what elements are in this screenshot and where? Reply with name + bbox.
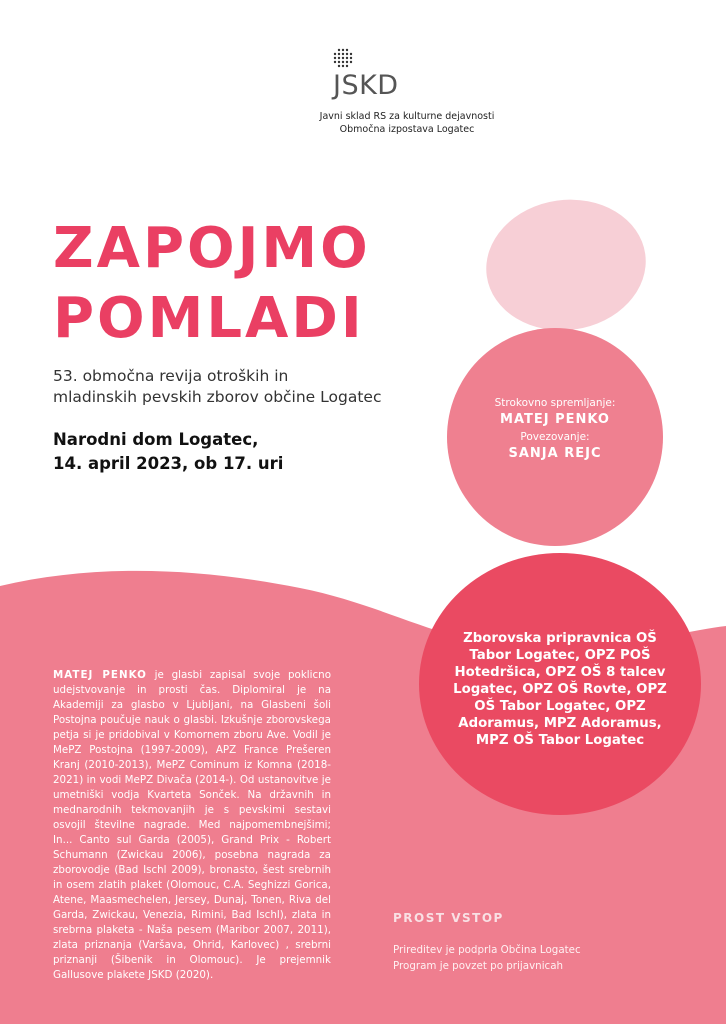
title-line-1: ZAPOJMO [53, 216, 371, 281]
event-subtitle [53, 366, 413, 408]
accompaniment-label: Strokovno spremljanje: [494, 397, 616, 409]
subtitle-line-1: 53. območna revija otroških in [53, 367, 289, 385]
bio-text: je glasbi zapisal svoje poklicno udejstvovanje in prosti čas. Diplomiral je na Akademiji za glasbo v Ljubljani, na Glasbeni šoli Postojna poučuje nauk o glasbi. Izkušnje zborovskega petja si je pridobival v Komornem zboru Ave. Vodil je MePZ Postojna (1997-2009), APZ France Prešeren Kranj (2010-2013), MePZ Cominum iz Komna (2018-2021) in vodi MePZ Divača (2014-). Od ustanovitve je umetniški vodja Kvarteta Sonček. Na državnih in mednarodnih tekmovanjih je s pevskimi sestavi osvojil številne nagrade. Med najpomembnejšimi; In... Canto sul Garda (2005), Grand Prix - Robert Schumann (Zwickau 2006), posebna nagrada za zborovodje (Bad Ischl 2009), bronasto, šest srebrnih in osem zlatih plaket (Olomouc, C.A. Seghizzi Gorica, Atene, Maasmechelen, Jersey, Dunaj, Tonen, Riva del Garda, Zwickau, Venezia, Rimini, Bad Ischl), zlata in srebrna plaketa - Naša pesem (Maribor 2007, 2011), zlata priznanja (Varšava, Ohrid, Karlovec) , srebrni priznanji (Šibenik in Olomouc). Je prejemnik Gallusove plakete JSKD (2020). [53, 669, 331, 981]
subtitle-line-2: mladinskih pevskih zborov občine Logatec [53, 388, 382, 406]
choirs-list: Zborovska pripravnica OŠ Tabor Logatec, OPZ POŠ Hotedršica, OPZ OŠ 8 talcev Logatec, OPZ OŠ Rovte, OPZ OŠ Tabor Logatec, OPZ Adoramus, MPZ Adoramus, MPZ OŠ Tabor Logatec [453, 631, 667, 748]
bio-paragraph [53, 668, 331, 983]
jskd-logo-icon [331, 47, 355, 71]
event-venue [53, 428, 283, 476]
free-entry: PROST VSTOP [393, 911, 504, 925]
event-title [53, 214, 371, 354]
program-note: Program je povzet po prijavnicah [393, 960, 564, 972]
bio-name: MATEJ PENKO [53, 669, 147, 681]
logo-text: JSKD [333, 70, 399, 101]
accompaniment-name: MATEJ PENKO [500, 412, 610, 427]
title-line-2: POMLADI [53, 286, 365, 351]
host-label: Povezovanje: [520, 431, 590, 443]
org-line-2: Območna izpostava Logatec [339, 124, 475, 135]
support-note: Prireditev je podprla Občina Logatec [393, 944, 581, 956]
venue-line-2: 14. april 2023, ob 17. uri [53, 454, 284, 473]
credits [447, 396, 663, 464]
venue-line-1: Narodni dom Logatec, [53, 430, 259, 449]
host-name: SANJA REJC [508, 446, 602, 461]
org-line-1: Javni sklad RS za kulturne dejavnosti [319, 111, 495, 122]
